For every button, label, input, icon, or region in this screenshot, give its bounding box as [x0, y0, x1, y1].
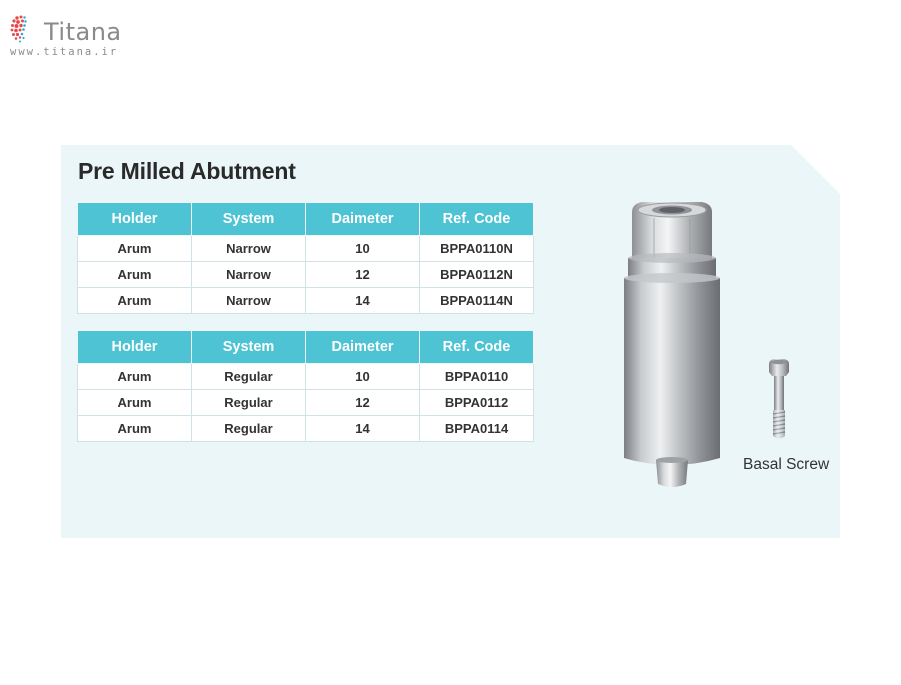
cell-holder: Arum	[78, 364, 192, 390]
regular-spec-table	[77, 330, 534, 442]
cell-ref-code: BPPA0114N	[420, 288, 534, 314]
table-row	[78, 364, 534, 390]
cell-diameter: 10	[306, 364, 420, 390]
cell-ref-code: BPPA0112	[420, 390, 534, 416]
column-header-system: System	[192, 203, 306, 236]
table-header-row	[78, 203, 534, 236]
cell-holder: Arum	[78, 236, 192, 262]
narrow-spec-table	[77, 202, 534, 314]
cell-holder: Arum	[78, 288, 192, 314]
basal-screw-caption: Basal Screw	[743, 456, 830, 473]
cell-ref-code: BPPA0114	[420, 416, 534, 442]
column-header-ref-code: Ref. Code	[420, 203, 534, 236]
column-header-diameter: Daimeter	[306, 331, 420, 364]
column-header-diameter: Daimeter	[306, 203, 420, 236]
cell-ref-code: BPPA0110N	[420, 236, 534, 262]
cell-diameter: 14	[306, 416, 420, 442]
cell-ref-code: BPPA0112N	[420, 262, 534, 288]
column-header-holder: Holder	[78, 331, 192, 364]
cell-holder: Arum	[78, 416, 192, 442]
cell-system: Regular	[192, 364, 306, 390]
cell-diameter: 12	[306, 390, 420, 416]
basal-screw-image	[764, 358, 794, 442]
abutment-image	[612, 196, 732, 494]
cell-diameter: 10	[306, 236, 420, 262]
cell-system: Narrow	[192, 236, 306, 262]
table-row	[78, 390, 534, 416]
cell-system: Regular	[192, 390, 306, 416]
cell-ref-code: BPPA0110	[420, 364, 534, 390]
cell-system: Narrow	[192, 262, 306, 288]
cell-system: Regular	[192, 416, 306, 442]
cell-diameter: 14	[306, 288, 420, 314]
table-row	[78, 262, 534, 288]
table-row	[78, 236, 534, 262]
cell-holder: Arum	[78, 390, 192, 416]
titana-logo-icon	[8, 12, 42, 46]
cell-holder: Arum	[78, 262, 192, 288]
table-header-row	[78, 331, 534, 364]
logo-url: www.titana.ir	[10, 46, 119, 58]
page-title: Pre Milled Abutment	[78, 158, 296, 184]
cell-diameter: 12	[306, 262, 420, 288]
column-header-system: System	[192, 331, 306, 364]
column-header-ref-code: Ref. Code	[420, 331, 534, 364]
table-row	[78, 288, 534, 314]
column-header-holder: Holder	[78, 203, 192, 236]
titana-logo	[8, 10, 138, 56]
logo-wordmark: Titana	[44, 18, 122, 46]
table-row	[78, 416, 534, 442]
cell-system: Narrow	[192, 288, 306, 314]
